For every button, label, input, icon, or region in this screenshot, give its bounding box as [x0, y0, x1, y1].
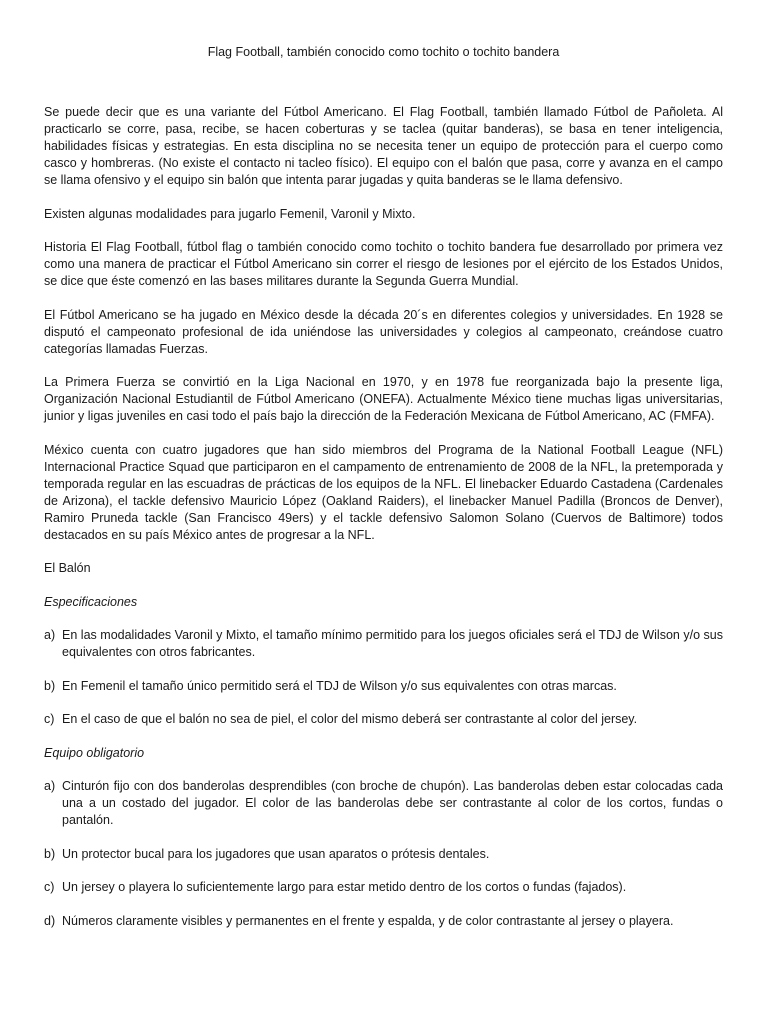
- list-item-text: En el caso de que el balón no sea de piel, el color del mismo deberá ser contrastante al color del jersey.: [62, 712, 638, 726]
- paragraph-history: Historia El Flag Football, fútbol flag o también conocido como tochito o tochito bandera fue desarrollado por primera vez como una manera de practicar el Fútbol Americano sin correr el riesgo de lesiones por el ejército de los Estados Unidos, se dice que éste comenzó en las bases militares durante la Segunda Guerra Mundial.: [44, 240, 723, 288]
- list-item-text: Un jersey o playera lo suficientemente largo para estar metido dentro de los cortos o fundas (fajados).: [62, 880, 627, 894]
- specifications-list: [44, 627, 723, 728]
- list-item: [44, 711, 723, 728]
- list-marker: a): [44, 779, 56, 793]
- list-marker: c): [44, 712, 55, 726]
- list-item: [44, 678, 723, 695]
- section-heading-ball: El Balón: [44, 561, 91, 575]
- list-item-text: Números claramente visibles y permanentes en el frente y espalda, y de color contrastante al jersey o playera.: [62, 913, 674, 928]
- section-heading-specifications: Especificaciones: [44, 594, 138, 609]
- paragraph-intro: Se puede decir que es una variante del Fútbol Americano. El Flag Football, también llamado Fútbol de Pañoleta. Al practicarlo se corre, pasa, recibe, se hacen coberturas y se taclea (quitar banderas), se basa en tener inteligencia, habilidades físicas y estrategias. En esta disciplina no se necesita tener un equipo de protección para el cuerpo como casco y hombreras. (No existe el contacto ni tacleo físico). El equipo con el balón que pasa, corre y avanza en el campo se llama ofensivo y el equipo sin balón que intenta parar jugadas y quita banderas se le llama defensivo.: [44, 105, 723, 187]
- list-item-text: Cinturón fijo con dos banderolas desprendibles (con broche de chupón). Las banderolas deben estar colocadas cada una a un costado del jugador. El color de las banderolas debe ser contrastante al color de los cortos, fundas o pantalón.: [62, 779, 723, 827]
- document-page: [44, 44, 723, 946]
- document-title: Flag Football, también conocido como tochito o tochito bandera: [207, 45, 560, 59]
- paragraph-onefa: La Primera Fuerza se convirtió en la Liga Nacional en 1970, y en 1978 fue reorganizada bajo la presente liga, Organización Nacional Estudiantil de Fútbol Americano (ONEFA). Actualmente México tiene muchas ligas universitarias, junior y ligas juveniles en casi todo el país bajo la dirección de la Federación Mexicana de Fútbol Americano, AC (FMFA).: [44, 375, 723, 423]
- list-item: [44, 846, 723, 863]
- list-item: [44, 627, 723, 661]
- list-marker: b): [44, 846, 56, 861]
- list-item: [44, 913, 723, 930]
- list-item-text: En las modalidades Varonil y Mixto, el tamaño mínimo permitido para los juegos oficiales será el TDJ de Wilson y/o sus equivalentes con otros fabricantes.: [62, 628, 723, 659]
- paragraph-mexico: El Fútbol Americano se ha jugado en México desde la década 20´s en diferentes colegios y universidades. En 1928 se disputó el campeonato profesional de ida uniéndose las universidades y colegios al campeonato, creándose cuatro categorías llamadas Fuerzas.: [44, 307, 723, 356]
- paragraph-modalities: Existen algunas modalidades para jugarlo Femenil, Varonil y Mixto.: [44, 206, 416, 221]
- equipment-list: [44, 778, 723, 930]
- list-marker: a): [44, 628, 56, 642]
- list-marker: d): [44, 913, 56, 928]
- list-marker: c): [44, 880, 55, 894]
- list-item: [44, 778, 723, 829]
- list-marker: b): [44, 678, 56, 693]
- section-heading-equipment: Equipo obligatorio: [44, 745, 145, 760]
- list-item-text: Un protector bucal para los jugadores que usan aparatos o prótesis dentales.: [62, 846, 490, 861]
- paragraph-nfl-players: México cuenta con cuatro jugadores que han sido miembros del Programa de la National Football League (NFL) Internacional Practice Squad que participaron en el campamento de entrenamiento de 2008 de la NFL, la pretemporada y temporada regular en las escuadras de prácticas de los equipos de la NFL. El linebacker Eduardo Castadena (Cardenales de Arizona), el tackle defensivo Mauricio López (Oakland Raiders), el linebacker Manuel Padilla (Broncos de Denver), Ramiro Pruneda tackle (San Francisco 49ers) y el tackle defensivo Salomon Solano (Cuervos de Baltimore) todos destacados en su país México antes de progresar a la NFL.: [44, 442, 723, 542]
- list-item-text: En Femenil el tamaño único permitido será el TDJ de Wilson y/o sus equivalentes con otras marcas.: [62, 678, 617, 693]
- list-item: [44, 879, 723, 896]
